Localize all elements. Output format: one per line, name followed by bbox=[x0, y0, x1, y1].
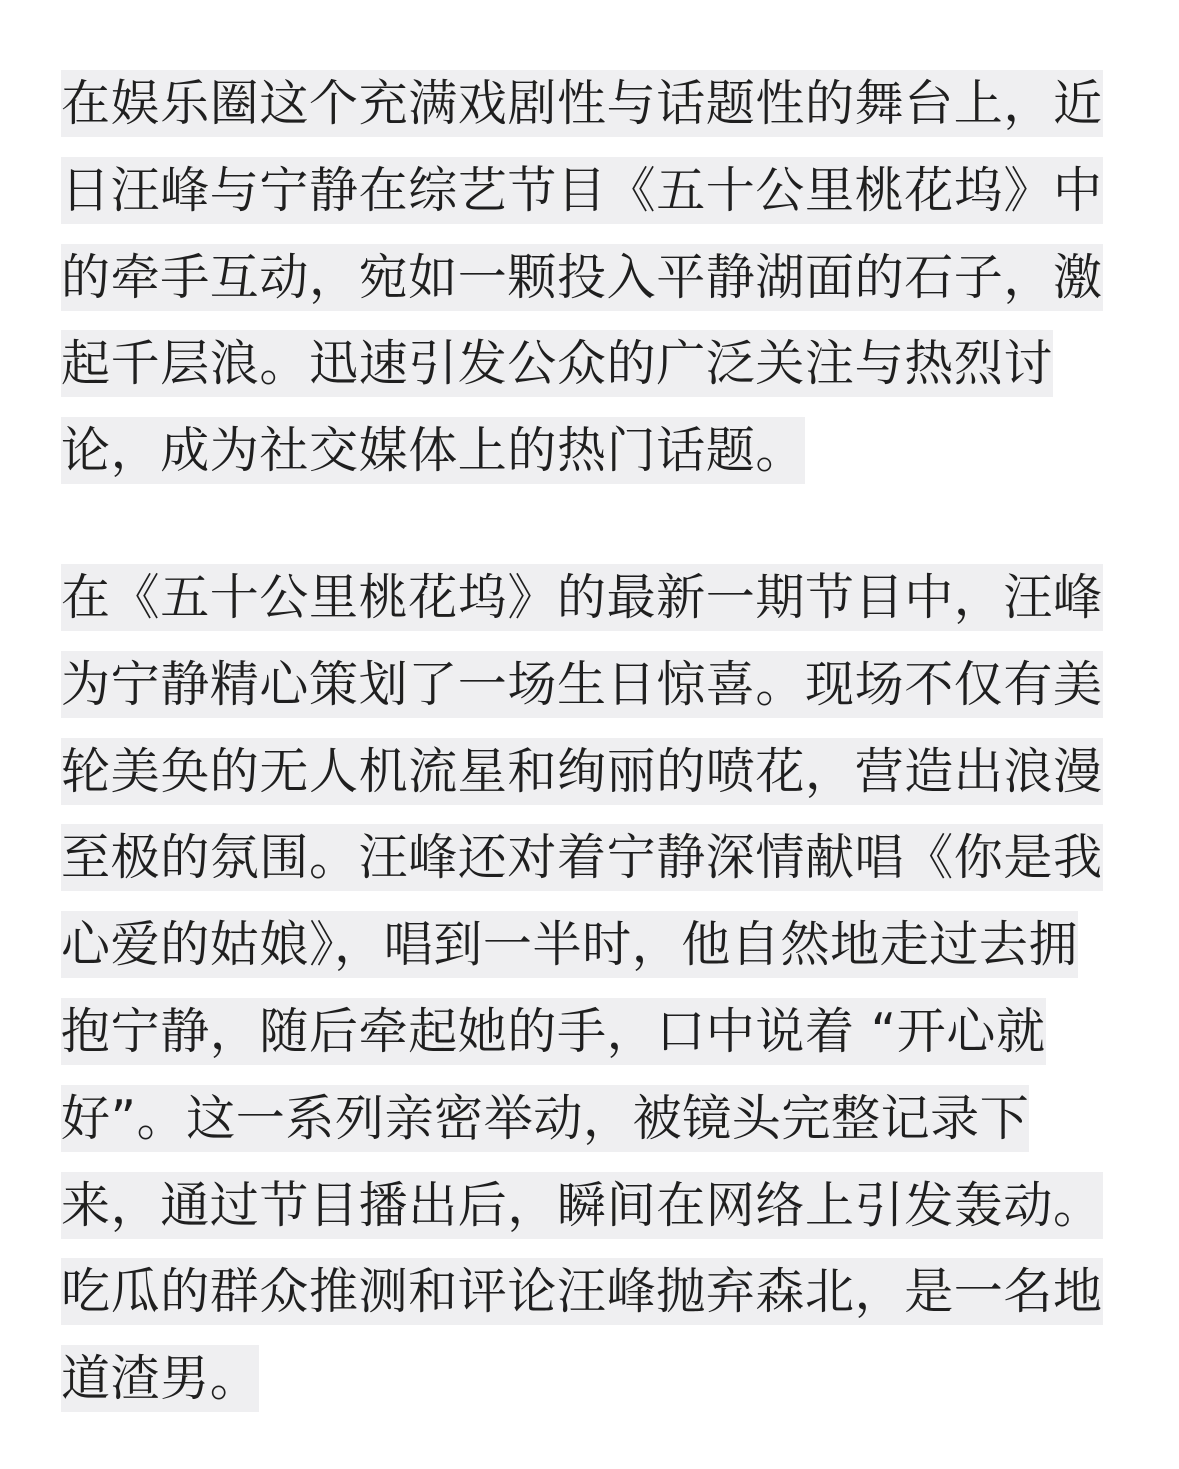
paragraph-detail bbox=[61, 555, 1119, 1423]
paragraph-detail-text: 在《五十公里桃花坞》的最新一期节目中，汪峰为宁静精心策划了一场生日惊喜。现场不仅有美轮美奂的无人机流星和绚丽的喷花，营造出浪漫至极的氛围。汪峰还对着宁静深情献唱《你是我心爱的姑娘》，唱到一半时，他自然地走过去拥抱宁静，随后牵起她的手，口中说着 “开心就好”。这一系列亲密举动，被镜头完整记录下来，通过节目播出后，瞬间在网络上引发轰动。吃瓜的群众推测和评论汪峰抛弃森北，是一名地道渣男。 bbox=[61, 564, 1103, 1412]
paragraph-intro bbox=[61, 61, 1119, 495]
article-body bbox=[61, 61, 1119, 1423]
paragraph-intro-text: 在娱乐圈这个充满戏剧性与话题性的舞台上，近日汪峰与宁静在综艺节目《五十公里桃花坞》中的牵手互动，宛如一颗投入平静湖面的石子，激起千层浪。迅速引发公众的广泛关注与热烈讨论，成为社交媒体上的热门话题。 bbox=[61, 70, 1103, 484]
